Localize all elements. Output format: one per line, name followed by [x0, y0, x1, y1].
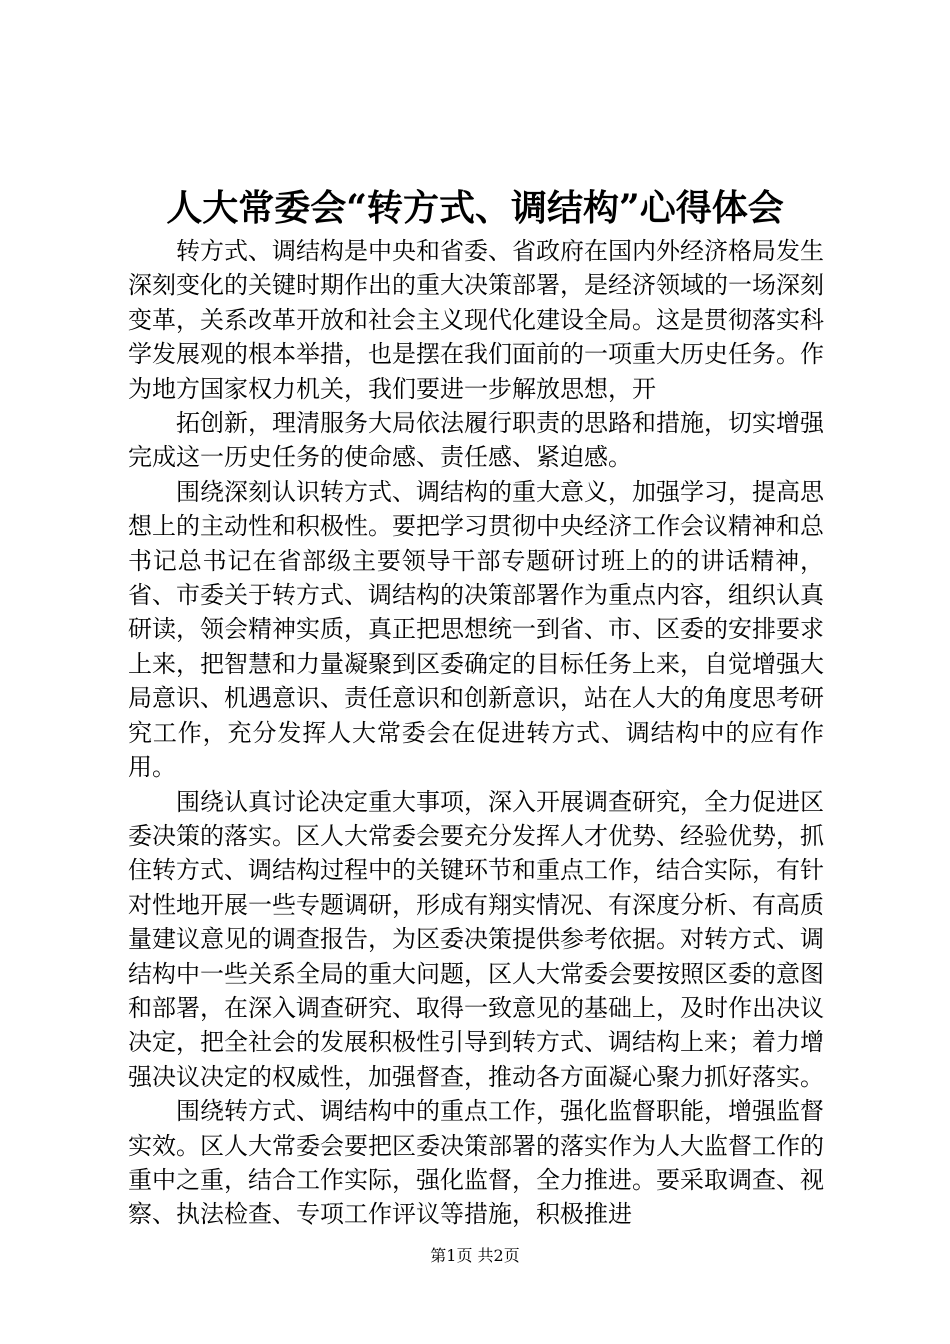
- document-body: [128, 234, 824, 1232]
- paragraph-2: 拓创新，理清服务大局依法履行职责的思路和措施，切实增强完成这一历史任务的使命感、责任感、紧迫感。: [128, 409, 824, 472]
- document-title: 人大常委会“转方式、调结构”心得体会: [166, 187, 784, 229]
- paragraph-1: 转方式、调结构是中央和省委、省政府在国内外经济格局发生深刻变化的关键时期作出的重大决策部署，是经济领域的一场深刻变革，关系改革开放和社会主义现代化建设全局。这是贯彻落实科学发展观的根本举措，也是摆在我们面前的一项重大历史任务。作为地方国家权力机关，我们要进一步解放思想，开: [128, 237, 824, 403]
- paragraph-5: 围绕转方式、调结构中的重点工作，强化监督职能，增强监督实效。区人大常委会要把区委决策部署的落实作为人大监督工作的重中之重，结合工作实际，强化监督，全力推进。要采取调查、视察、执法检查、专项工作评议等措施，积极推进: [128, 1097, 824, 1229]
- page-footer: 第1页 共2页: [430, 1246, 520, 1265]
- paragraph-4: 围绕认真讨论决定重大事项，深入开展调查研究，全力促进区委决策的落实。区人大常委会要充分发挥人才优势、经验优势，抓住转方式、调结构过程中的关键环节和重点工作，结合实际，有针对性地开展一些专题调研，形成有翔实情况、有深度分析、有高质量建议意见的调查报告，为区委决策提供参考依据。对转方式、调结构中一些关系全局的重大问题，区人大常委会要按照区委的意图和部署，在深入调查研究、取得一致意见的基础上，及时作出决议决定，把全社会的发展积极性引导到转方式、调结构上来；着力增强决议决定的权威性，加强督查，推动各方面凝心聚力抓好落实。: [128, 787, 824, 1091]
- paragraph-3: 围绕深刻认识转方式、调结构的重大意义，加强学习，提高思想上的主动性和积极性。要把学习贯彻中央经济工作会议精神和总书记总书记在省部级主要领导干部专题研讨班上的的讲话精神，省、市委关于转方式、调结构的决策部署作为重点内容，组织认真研读，领会精神实质，真正把思想统一到省、市、区委的安排要求上来，把智慧和力量凝聚到区委确定的目标任务上来，自觉增强大局意识、机遇意识、责任意识和创新意识，站在人大的角度思考研究工作，充分发挥人大常委会在促进转方式、调结构中的应有作用。: [128, 477, 824, 782]
